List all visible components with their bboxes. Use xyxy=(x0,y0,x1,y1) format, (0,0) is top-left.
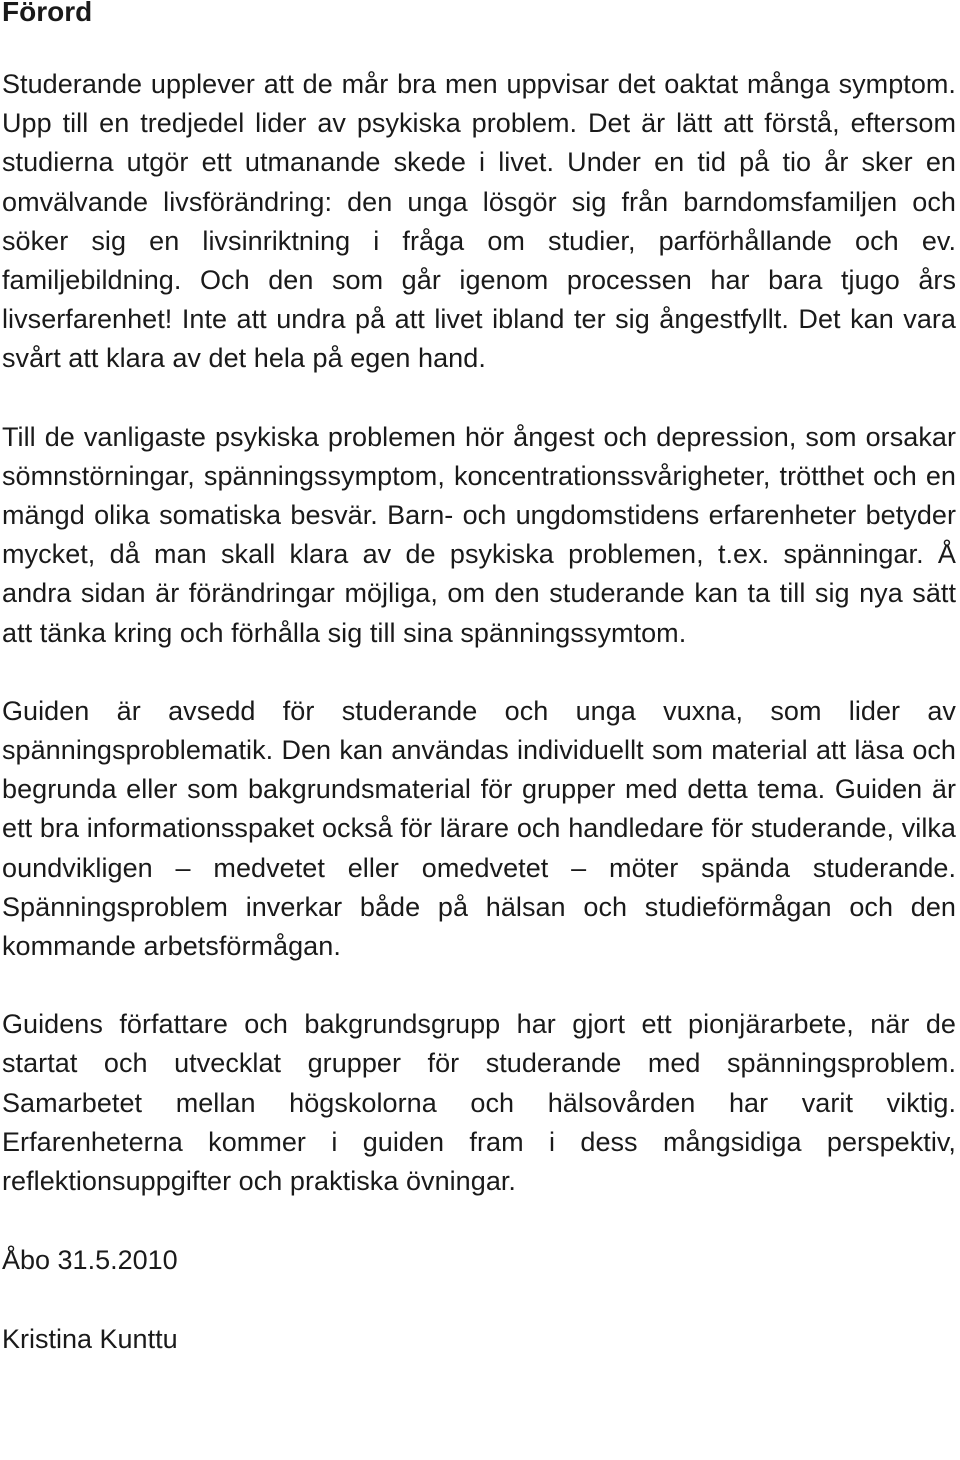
paragraph-4: Guidens författare och bakgrundsgrupp har gjort ett pionjärarbete, när de startat och utvecklat grupper för studerande med spänningsproblem. Samarbetet mellan högskolorna och hälsovården har varit viktig. Erfarenheterna kommer i guiden fram i dess mångsidiga perspektiv, reflektionsuppgifter och praktiska övningar. xyxy=(2,1009,956,1197)
paragraph-1: Studerande upplever att de mår bra men uppvisar det oaktat många symptom. Upp till en tredjedel lider av psykiska problem. Det är lätt att förstå, eftersom studierna utgör ett utmanande skede i livet. Under en tid på tio år sker en omvälvande livsförändring: den unga lösgör sig från barndomsfamiljen och söker sig en livsinriktning i fråga om studier, parförhållande och ev. familjebildning. Och den som går igenom processen har bara tjugo års livserfarenhet! Inte att undra på att livet ibland ter sig ångestfyllt. Det kan vara svårt att klara av det hela på egen hand. xyxy=(2,69,956,374)
author-name: Kristina Kunttu xyxy=(2,1324,178,1355)
paragraph-3: Guiden är avsedd för studerande och unga vuxna, som lider av spänningsproblematik. Den kan användas individuellt som material att läsa och begrunda eller som bakgrundsmaterial för grupper med detta tema. Guiden är ett bra informationsspaket också för lärare och handledare för studerande, vilka oundvikligen – medvetet eller omedvetet – möter spända studerande. Spänningsproblem inverkar både på hälsan och studieförmågan och den kommande arbetsförmågan. xyxy=(2,695,956,962)
page-title: Förord xyxy=(2,0,93,27)
date-line: Åbo 31.5.2010 xyxy=(2,1245,178,1276)
document-page xyxy=(2,0,956,1359)
paragraph-2: Till de vanligaste psykiska problemen hör ångest och depression, som orsakar sömnstörningar, spänningssymptom, koncentrationssvårigheter, trötthet och en mängd olika somatiska besvär. Barn- och ungdomstidens erfarenheter betyder mycket, då man skall klara av de psykiska problemen, t.ex. spänningar. Å andra sidan är förändringar möjliga, om den studerande kan ta till sig nya sätt att tänka kring och förhålla sig till sina spänningssymtom. xyxy=(2,421,956,648)
